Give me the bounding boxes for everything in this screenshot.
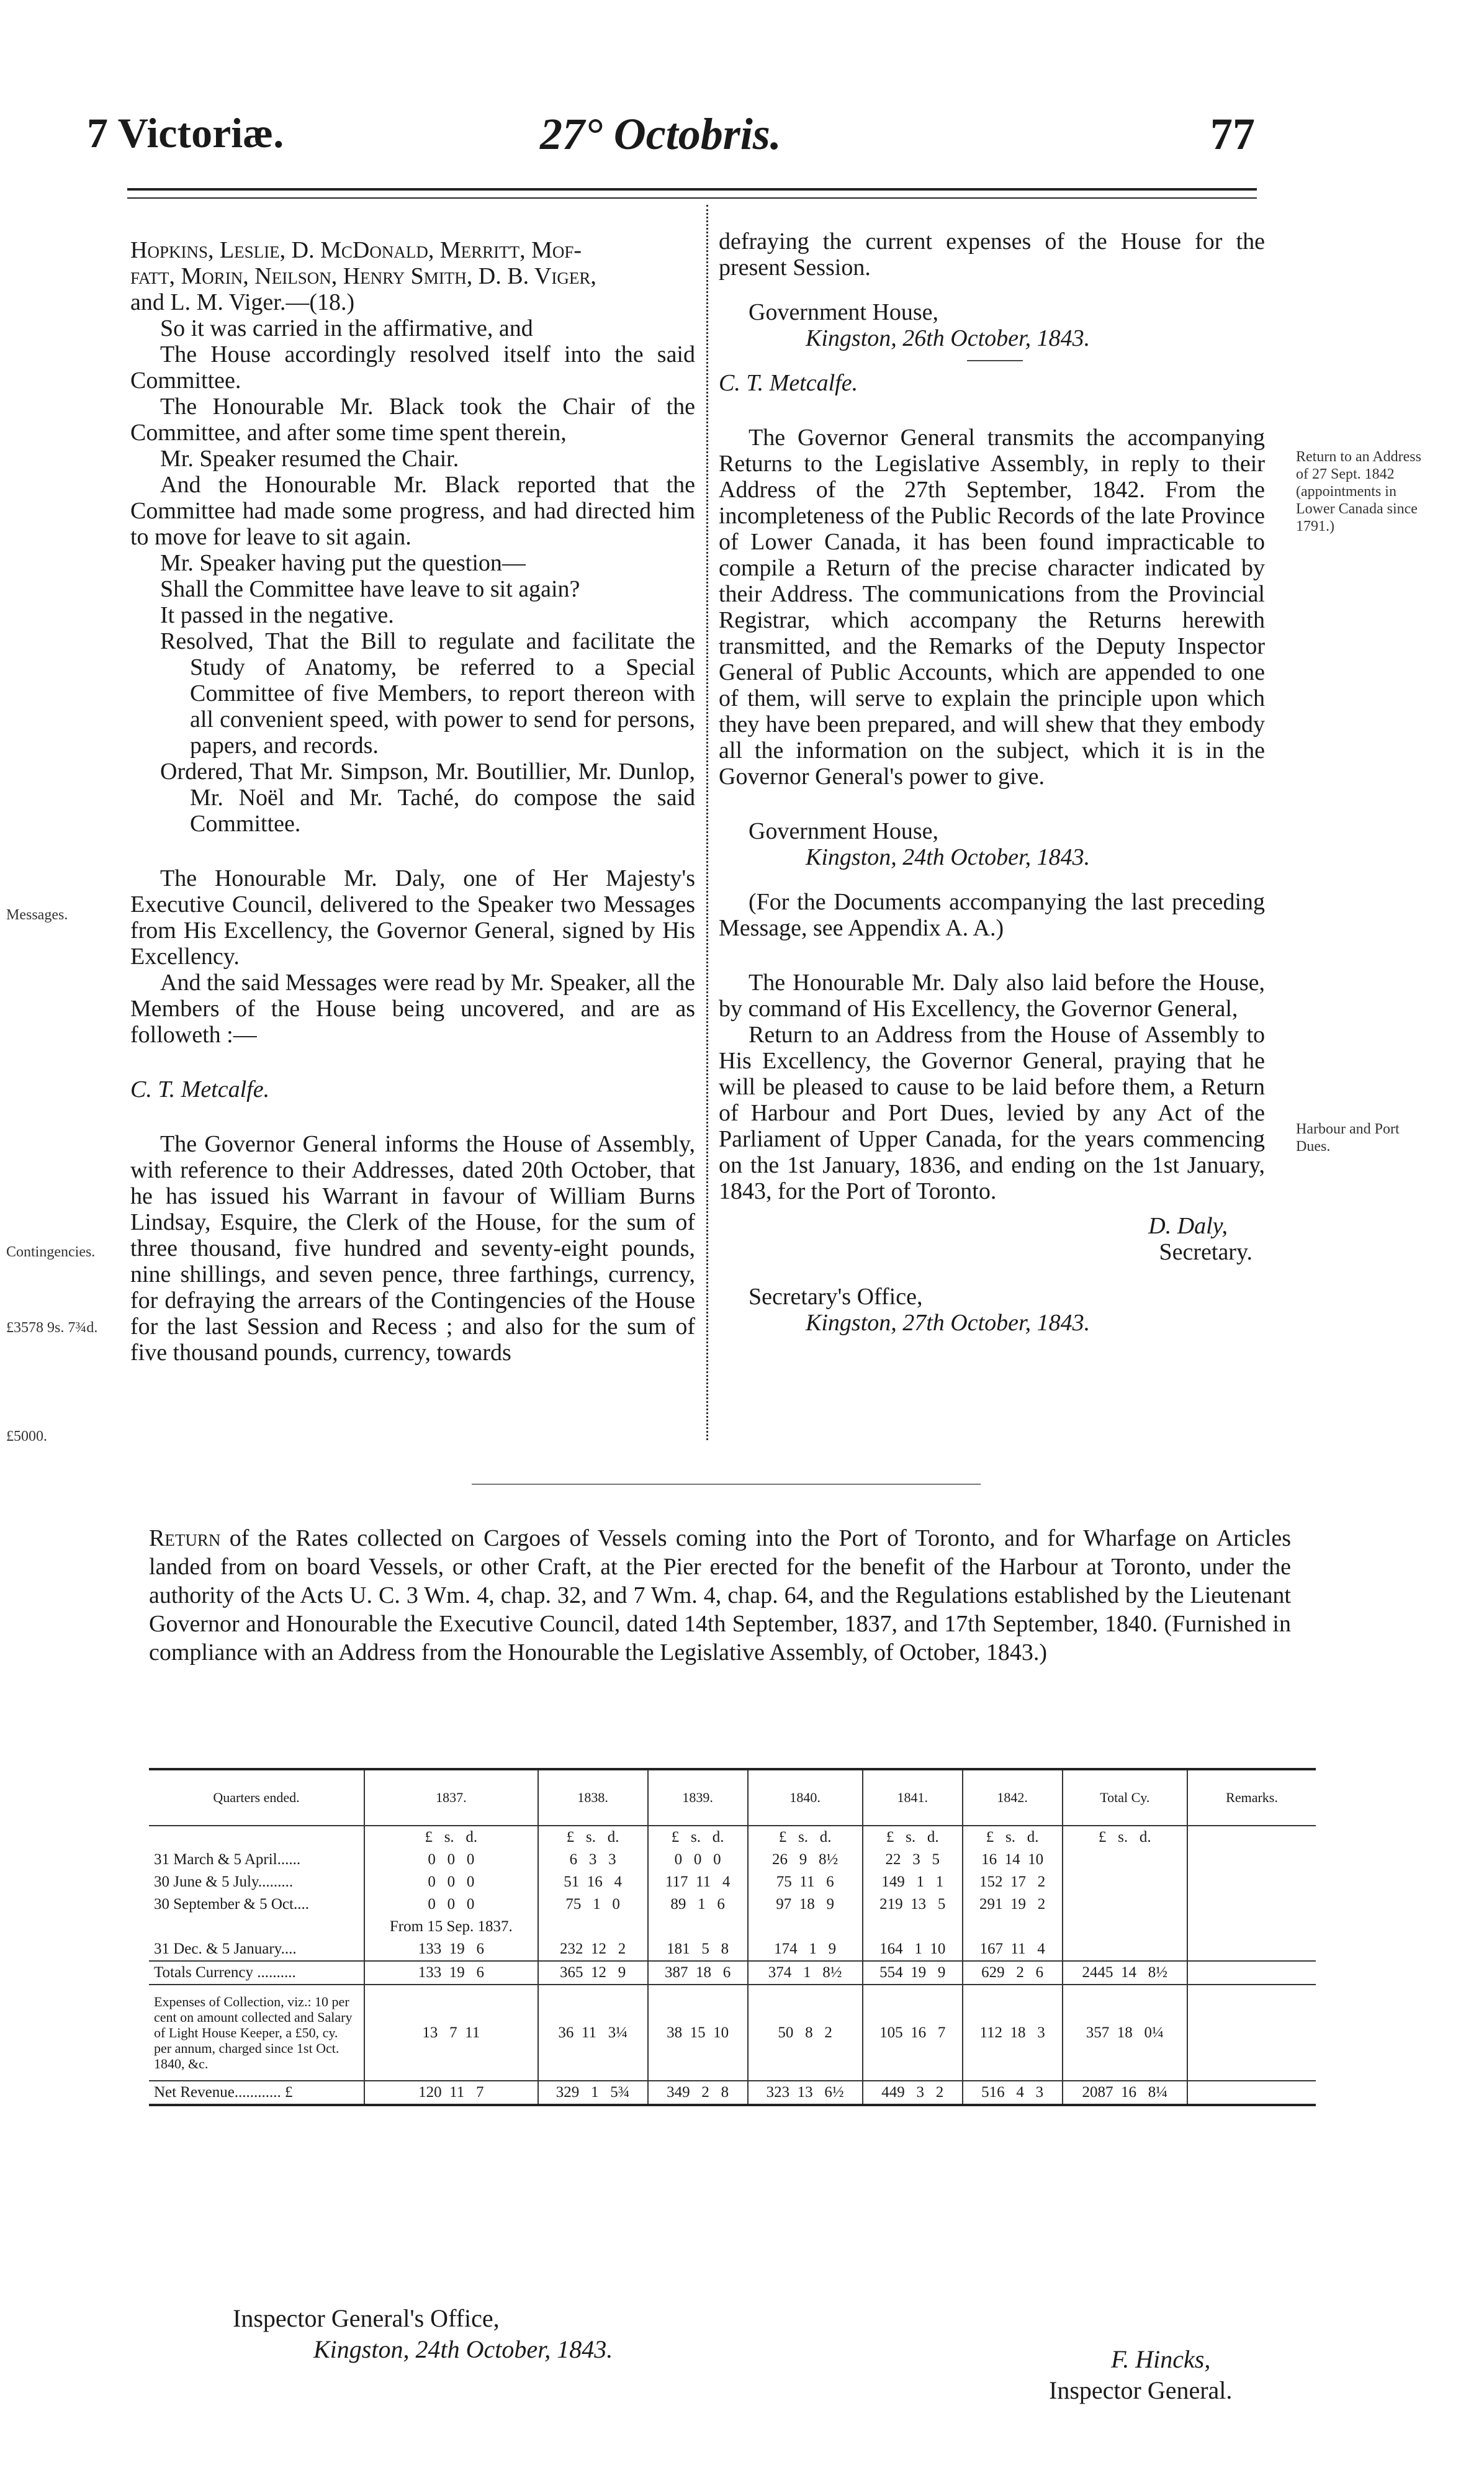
units-cell: £ s. d. <box>863 1826 963 1849</box>
government-house-2: Government House, <box>749 818 939 844</box>
table-cell: 0 0 0 <box>648 1849 748 1871</box>
table-cell: 16 14 10 <box>963 1849 1063 1871</box>
row-label: 30 June & 5 July......... <box>154 1873 294 1890</box>
committee-resolved-para: The House accordingly resolved itself into the said Committee. <box>130 341 695 394</box>
table-cell <box>1187 2081 1316 2105</box>
col-header-1842: 1842. <box>963 1769 1063 1826</box>
table-cell: 516 4 3 <box>963 2081 1063 2105</box>
messages-read-para: And the said Messages were read by Mr. Speaker, all the Members of the House being uncovered, and are as followeth :— <box>130 970 695 1048</box>
table-cell: 75 1 0 <box>538 1893 648 1916</box>
table-row <box>149 1938 1316 1961</box>
table-cell: 387 18 6 <box>648 1961 748 1985</box>
governor-warrant-para: The Governor General informs the House of Assembly, with reference to their Addresses, dated 20th October, that he has issued his Warrant in favour of William Burns Lindsay, Esquire, the Clerk of the House, for the sum of three thousand, five hundred and seventy-eight pounds, nine shillings, and seven pence, three farthings, currency, for defraying the arrears of the Contingencies of the House for the last Session and Recess ; and also for the sum of five thousand pounds, currency, towards <box>130 1131 695 1366</box>
table-cell: 164 1 10 <box>863 1938 963 1961</box>
harbour-return-para: Return to an Address from the House of Assembly to His Excellency, the Governor General, praying that he will be pleased to cause to be laid before them, a Return of Harbour and Port Dues, levied by any Act of the Parliament of Upper Canada, for the years commencing on the 1st January, 1836, and ending on the 1st January, 1843, for the Port of Toronto. <box>719 1022 1265 1204</box>
row-label: 30 September & 5 Oct.... <box>154 1896 309 1913</box>
table-cell <box>1187 1961 1316 1985</box>
secretary-office-date: Kingston, 27th October, 1843. <box>806 1310 1091 1336</box>
table-cell: 6 3 3 <box>538 1849 648 1871</box>
table-cell: 133 19 6 <box>364 1938 538 1961</box>
table-cell: 219 13 5 <box>863 1893 963 1916</box>
header-rule-bottom <box>127 197 1257 199</box>
table-cell: 0 0 0 <box>364 1893 538 1916</box>
units-cell: £ s. d. <box>748 1826 863 1849</box>
expenses-label: Expenses of Collection, viz.: 10 per cent on amount collected and Salary of Light House Keeper, a £50, cy. per annum, charged since 1st Oct. 1840, &c. <box>154 1994 353 2071</box>
currency-units-row <box>149 1826 1316 1849</box>
table-cell <box>1063 1893 1187 1916</box>
ordered-para: Ordered, That Mr. Simpson, Mr. Boutillier, Mr. Dunlop, Mr. Noël and Mr. Taché, do compose the said Committee. <box>160 759 695 837</box>
daly-para: The Honourable Mr. Daly also laid before the House, by command of His Excellency, the Governor General, <box>719 970 1265 1022</box>
table-cell: 629 2 6 <box>963 1961 1063 1985</box>
col-header-1840: 1840. <box>748 1769 863 1826</box>
units-cell: £ s. d. <box>963 1826 1063 1849</box>
chair-para: The Honourable Mr. Black took the Chair of the Committee, and after some time spent therein, <box>130 394 695 446</box>
totals-label: Totals Currency .......... <box>149 1961 364 1985</box>
table-cell <box>1063 1938 1187 1961</box>
division-names-2: fatt, Morin, Neilson, Henry Smith, D. B. Viger, <box>130 263 596 289</box>
table-cell: 365 12 9 <box>538 1961 648 1985</box>
resolved-bill-para: Resolved, That the Bill to regulate and facilitate the Study of Anatomy, be referred to a Special Committee of five Members, to report thereon with all convenient speed, with power to send for persons, papers, and records. <box>160 628 695 759</box>
kingston-date-1: Kingston, 26th October, 1843. <box>806 325 1091 351</box>
secretary-title: Secretary. <box>1159 1239 1252 1265</box>
return-heading <box>149 1524 1291 1667</box>
table-cell <box>1187 1849 1316 1871</box>
table-cell: 22 3 5 <box>863 1849 963 1871</box>
division-names-3: and L. M. Viger.—(18.) <box>130 289 355 315</box>
table-row <box>149 1871 1316 1893</box>
table-cell: 2445 14 8½ <box>1063 1961 1187 1985</box>
return-heading-text: of the Rates collected on Cargoes of Vessels coming into the Port of Toronto, and for Wharfage on Articles landed from on board Vessels, or other Craft, at the Pier erected for the benefit of the Harbour at Toronto, under the authority of the Acts U. C. 3 Wm. 4, chap. 32, and 7 Wm. 4, chap. 64, and the Regulations established by the Lieutenant Governor and Honourable the Executive Council, dated 14th September, 1837, and 17th September, 1840. (Furnished in compliance with an Address from the Honourable the Legislative Assembly, of October, 1843.) <box>149 1525 1291 1665</box>
col-header-remarks: Remarks. <box>1187 1769 1316 1826</box>
table-cell: 13 7 11 <box>364 1985 538 2081</box>
negative-line: It passed in the negative. <box>160 602 394 628</box>
table-cell: 36 11 3¼ <box>538 1985 648 2081</box>
running-head-left: 7 Victoriæ. <box>87 109 284 156</box>
table-cell: 554 19 9 <box>863 1961 963 1985</box>
units-cell: £ s. d. <box>648 1826 748 1849</box>
table-cell <box>1187 1938 1316 1961</box>
table-cell: 75 11 6 <box>748 1871 863 1893</box>
table-cell <box>648 1916 748 1938</box>
margin-note-amount-2: £5000. <box>6 1428 47 1445</box>
table-cell: 0 0 0 <box>364 1871 538 1893</box>
government-house-1: Government House, <box>749 299 939 325</box>
col-header-total: Total Cy. <box>1063 1769 1187 1826</box>
resumed-line: Mr. Speaker resumed the Chair. <box>160 446 459 472</box>
table-cell: 97 18 9 <box>748 1893 863 1916</box>
inspector-title: Inspector General. <box>1049 2376 1233 2404</box>
table-cell: 349 2 8 <box>648 2081 748 2105</box>
col-header-1839: 1839. <box>648 1769 748 1826</box>
short-rule <box>967 360 1023 361</box>
table-cell <box>963 1916 1063 1938</box>
col-header-1837: 1837. <box>364 1769 538 1826</box>
margin-note-contingencies: Contingencies. <box>6 1244 96 1260</box>
table-cell: 120 11 7 <box>364 2081 538 2105</box>
right-column <box>719 228 1265 1336</box>
messages-para: The Honourable Mr. Daly, one of Her Majesty's Executive Council, delivered to the Speaker two Messages from His Excellency, the Governor General, signed by His Excellency. <box>130 865 695 970</box>
table-cell: 357 18 0¼ <box>1063 1985 1187 2081</box>
table-row <box>149 1916 1316 1938</box>
table-cell: 133 19 6 <box>364 1961 538 1985</box>
table-cell <box>1187 1893 1316 1916</box>
row-label <box>149 1916 364 1938</box>
inspector-office: Inspector General's Office, <box>233 2304 500 2332</box>
secretary-office: Secretary's Office, <box>749 1284 923 1310</box>
division-names-1: Hopkins, Leslie, D. McDonald, Merritt, Mof- <box>130 237 582 263</box>
table-cell: 89 1 6 <box>648 1893 748 1916</box>
running-head-center: 27° Octobris. <box>540 109 781 159</box>
table-cell: 174 1 9 <box>748 1938 863 1961</box>
table-cell <box>748 1916 863 1938</box>
table-cell <box>1187 1985 1316 2081</box>
left-column <box>130 237 695 1366</box>
table-cell <box>863 1916 963 1938</box>
table-row <box>149 1893 1316 1916</box>
table-cell: 51 16 4 <box>538 1871 648 1893</box>
affirmative-line: So it was carried in the affirmative, and <box>160 315 533 341</box>
table-cell: 38 15 10 <box>648 1985 748 2081</box>
col-header-1838: 1838. <box>538 1769 648 1826</box>
table-row <box>149 1849 1316 1871</box>
table-cell-note: From 15 Sep. 1837. <box>364 1916 538 1938</box>
page-number: 77 <box>1210 109 1255 159</box>
section-separator <box>472 1484 981 1485</box>
table-header-row <box>149 1769 1316 1826</box>
table-cell <box>1063 1871 1187 1893</box>
inspector-signature: F. Hincks, <box>1111 2345 1211 2373</box>
table-cell: 232 12 2 <box>538 1938 648 1961</box>
table-cell <box>538 1916 648 1938</box>
table-cell: 167 11 4 <box>963 1938 1063 1961</box>
shall-line: Shall the Committee have leave to sit again? <box>160 576 580 602</box>
margin-note-return: Return to an Address of 27 Sept. 1842 (appointments in Lower Canada since 1791.) <box>1296 449 1421 534</box>
units-cell: £ s. d. <box>364 1826 538 1849</box>
table-cell: 374 1 8½ <box>748 1961 863 1985</box>
table-cell: 105 16 7 <box>863 1985 963 2081</box>
return-heading-lead: Return <box>149 1525 221 1551</box>
margin-note-harbour: Harbour and Port Dues. <box>1296 1121 1400 1155</box>
table-cell: 323 13 6½ <box>748 2081 863 2105</box>
continued-para: defraying the current expenses of the House for the present Session. <box>719 228 1265 281</box>
table-cell: 2087 16 8¼ <box>1063 2081 1187 2105</box>
expenses-row <box>149 1985 1316 2081</box>
net-revenue-row <box>149 2081 1316 2105</box>
table-cell: 291 19 2 <box>963 1893 1063 1916</box>
table-cell <box>1063 1849 1187 1871</box>
table-cell <box>1063 1916 1187 1938</box>
col-header-1841: 1841. <box>863 1769 963 1826</box>
table-cell <box>1187 1871 1316 1893</box>
totals-row <box>149 1961 1316 1985</box>
metcalfe-signature-1: C. T. Metcalfe. <box>130 1076 270 1102</box>
table-cell: 449 3 2 <box>863 2081 963 2105</box>
table-cell: 329 1 5¾ <box>538 2081 648 2105</box>
units-cell: £ s. d. <box>1063 1826 1187 1849</box>
margin-note-messages: Messages. <box>6 907 68 923</box>
units-cell: £ s. d. <box>538 1826 648 1849</box>
table-cell: 0 0 0 <box>364 1849 538 1871</box>
returns-para: The Governor General transmits the accompanying Returns to the Legislative Assembly, in reply to their Address of the 27th September, 1842. From the incompleteness of the Public Records of the late Province of Lower Canada, it has been found impracticable to compile a Return of the precise character indicated by their Address. The communications from the Provincial Registrar, which accompany the Returns herewith transmitted, and the Remarks of the Deputy Inspector General of Public Accounts, which are appended to one of them, will serve to explain the principle upon which they have been prepared, and will shew that they embody all the information on the subject, which it is in the Governor General's power to give. <box>719 425 1265 790</box>
inspector-office-date: Kingston, 24th October, 1843. <box>313 2335 613 2363</box>
table-cell: 26 9 8½ <box>748 1849 863 1871</box>
header-rule-top <box>127 188 1257 191</box>
row-label: 31 Dec. & 5 January.... <box>154 1940 297 1957</box>
table-cell: 50 8 2 <box>748 1985 863 2081</box>
net-revenue-label: Net Revenue............ £ <box>149 2081 364 2105</box>
margin-note-amount-1: £3578 9s. 7¾d. <box>6 1320 98 1336</box>
documents-note: (For the Documents accompanying the last preceding Message, see Appendix A. A.) <box>719 889 1265 941</box>
table-cell: 149 1 1 <box>863 1871 963 1893</box>
table-cell: 181 5 8 <box>648 1938 748 1961</box>
metcalfe-signature-2: C. T. Metcalfe. <box>719 370 858 396</box>
column-divider <box>706 205 708 1440</box>
table-cell: 117 11 4 <box>648 1871 748 1893</box>
col-header-quarters: Quarters ended. <box>149 1769 364 1826</box>
reported-para: And the Honourable Mr. Black reported that the Committee had made some progress, and had directed him to move for leave to sit again. <box>130 472 695 550</box>
table-cell <box>1187 1916 1316 1938</box>
question-line: Mr. Speaker having put the question— <box>160 550 526 576</box>
kingston-date-2: Kingston, 24th October, 1843. <box>806 844 1091 870</box>
table-cell: 152 17 2 <box>963 1871 1063 1893</box>
harbour-dues-table <box>149 1768 1316 2106</box>
table-cell: 112 18 3 <box>963 1985 1063 2081</box>
daly-signature: D. Daly, <box>1148 1213 1228 1239</box>
row-label: 31 March & 5 April...... <box>154 1851 301 1868</box>
